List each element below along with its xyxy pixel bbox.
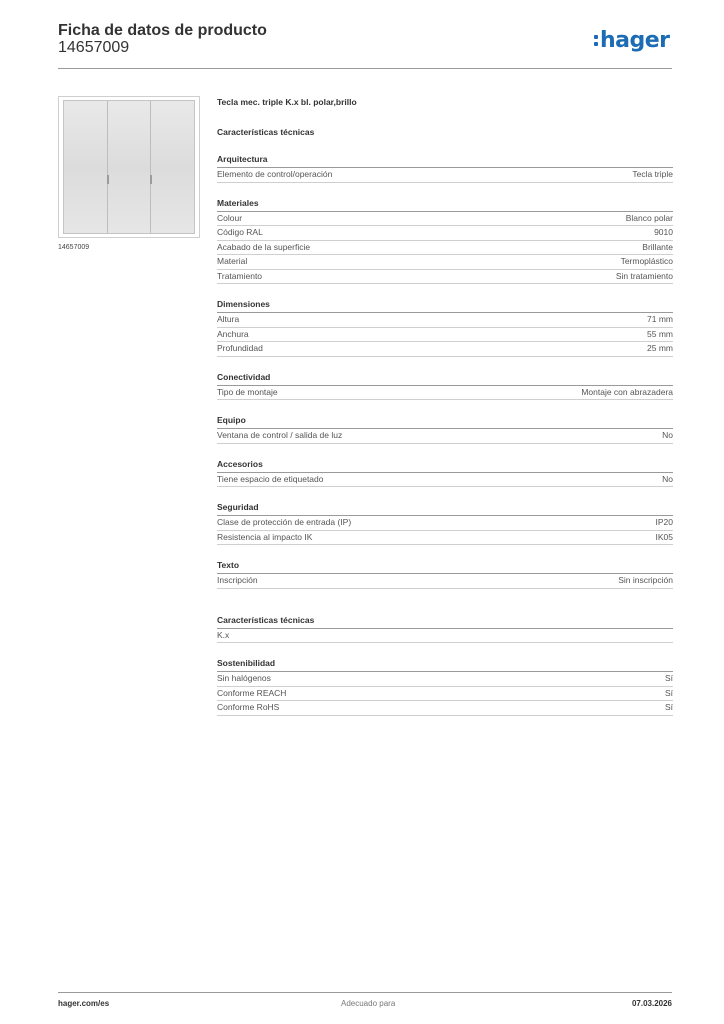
spec-label: Sin halógenos (217, 673, 271, 683)
spec-row (217, 672, 673, 687)
spec-section (217, 154, 673, 183)
spec-row (217, 516, 673, 531)
rocker-left (64, 101, 108, 233)
image-caption: 14657009 (58, 244, 90, 251)
spec-row (217, 342, 673, 357)
spec-label: Resistencia al impacto IK (217, 531, 313, 542)
spec-value: 55 mm (647, 328, 673, 339)
spec-row (217, 241, 673, 256)
section-title: Conectividad (217, 372, 673, 386)
spec-value: Tecla triple (632, 169, 673, 179)
spec-row (217, 531, 673, 546)
spec-row (217, 629, 673, 644)
spec-row (217, 168, 673, 183)
spec-row (217, 270, 673, 285)
spec-label: K.x (217, 629, 230, 640)
rocker-middle (108, 101, 152, 233)
spec-label: Tratamiento (217, 270, 263, 281)
rocker-right (151, 101, 194, 233)
tech-section-title: Características técnicas (217, 127, 315, 137)
spec-label: Tipo de montaje (217, 386, 278, 397)
page-title: Ficha de datos de producto (58, 22, 267, 39)
spec-section (217, 502, 673, 545)
logo-text: hager (600, 28, 670, 53)
spec-row (217, 255, 673, 270)
section-title: Arquitectura (217, 154, 673, 168)
spec-row (217, 386, 673, 401)
footer-center-text: Adecuado para (341, 999, 396, 1008)
section-title: Seguridad (217, 502, 673, 516)
spec-value: 9010 (654, 227, 673, 237)
spec-value: Sí (664, 702, 673, 712)
product-number: 14657009 (58, 39, 130, 56)
spec-row (217, 574, 673, 589)
spec-section (217, 372, 673, 401)
spec-label: Conforme RoHS (217, 702, 280, 712)
section-title: Dimensiones (217, 299, 673, 313)
spec-value: 71 mm (647, 314, 673, 324)
section-title: Texto (217, 560, 673, 574)
spec-section (217, 560, 673, 589)
spec-row (217, 226, 673, 241)
section-title: Equipo (217, 415, 673, 429)
product-title: Tecla mec. triple K.x bl. polar,brillo (217, 97, 357, 107)
spec-value: Brillante (642, 241, 673, 252)
spec-row (217, 212, 673, 227)
spec-row (217, 313, 673, 328)
spec-row (217, 328, 673, 343)
spec-row (217, 429, 673, 444)
footer-website[interactable]: hager.com/es (58, 999, 110, 1008)
spec-value: Sin tratamiento (615, 270, 673, 281)
spec-label: Código RAL (217, 227, 263, 237)
spec-value: No (662, 430, 673, 440)
section-title: Accesorios (217, 459, 673, 473)
spec-label: Ventana de control / salida de luz (217, 430, 343, 440)
spec-content (217, 97, 673, 716)
spec-value: IK05 (655, 531, 673, 542)
spec-value: IP20 (655, 517, 673, 527)
spec-value: Montaje con abrazadera (581, 386, 673, 397)
spec-label: Material (217, 256, 248, 266)
spec-label: Conforme REACH (217, 687, 287, 698)
spec-value: Termoplástico (620, 256, 673, 266)
spec-label: Clase de protección de entrada (IP) (217, 517, 352, 527)
spec-sections (217, 154, 673, 589)
spec-row (217, 701, 673, 716)
spec-label: Profundidad (217, 343, 263, 353)
spec-section (217, 299, 673, 357)
triple-switch-illustration (63, 100, 195, 234)
footer-date: 07.03.2026 (631, 999, 672, 1008)
spec-value: Sin inscripción (618, 575, 673, 585)
section-title: Sostenibilidad (217, 658, 673, 672)
spec-section (217, 658, 673, 716)
spec-label: Acabado de la superficie (217, 241, 311, 252)
spec-row (217, 687, 673, 702)
spec-value: Blanco polar (625, 212, 673, 223)
spec-value: 25 mm (647, 343, 673, 353)
spec-label: Colour (217, 212, 243, 223)
section-title: Materiales (217, 198, 673, 212)
product-image (58, 96, 200, 238)
spec-label: Tiene espacio de etiquetado (217, 473, 324, 484)
logo-dots-icon (594, 33, 599, 47)
spec-section (217, 615, 673, 644)
section-title: Características técnicas (217, 615, 673, 629)
spec-section (217, 415, 673, 444)
spec-label: Altura (217, 314, 240, 324)
spec-value: Sí (664, 673, 673, 683)
spec-value: No (662, 473, 673, 484)
hager-logo (594, 28, 670, 53)
spec-label: Elemento de control/operación (217, 169, 333, 179)
extra-spec-sections (217, 615, 673, 716)
spec-row (217, 473, 673, 488)
spec-value: Sí (664, 687, 673, 698)
spec-label: Inscripción (217, 575, 258, 585)
footer-divider (58, 992, 672, 993)
spec-section (217, 459, 673, 488)
spec-label: Anchura (217, 328, 249, 339)
spec-section (217, 198, 673, 285)
header-divider (58, 68, 672, 69)
